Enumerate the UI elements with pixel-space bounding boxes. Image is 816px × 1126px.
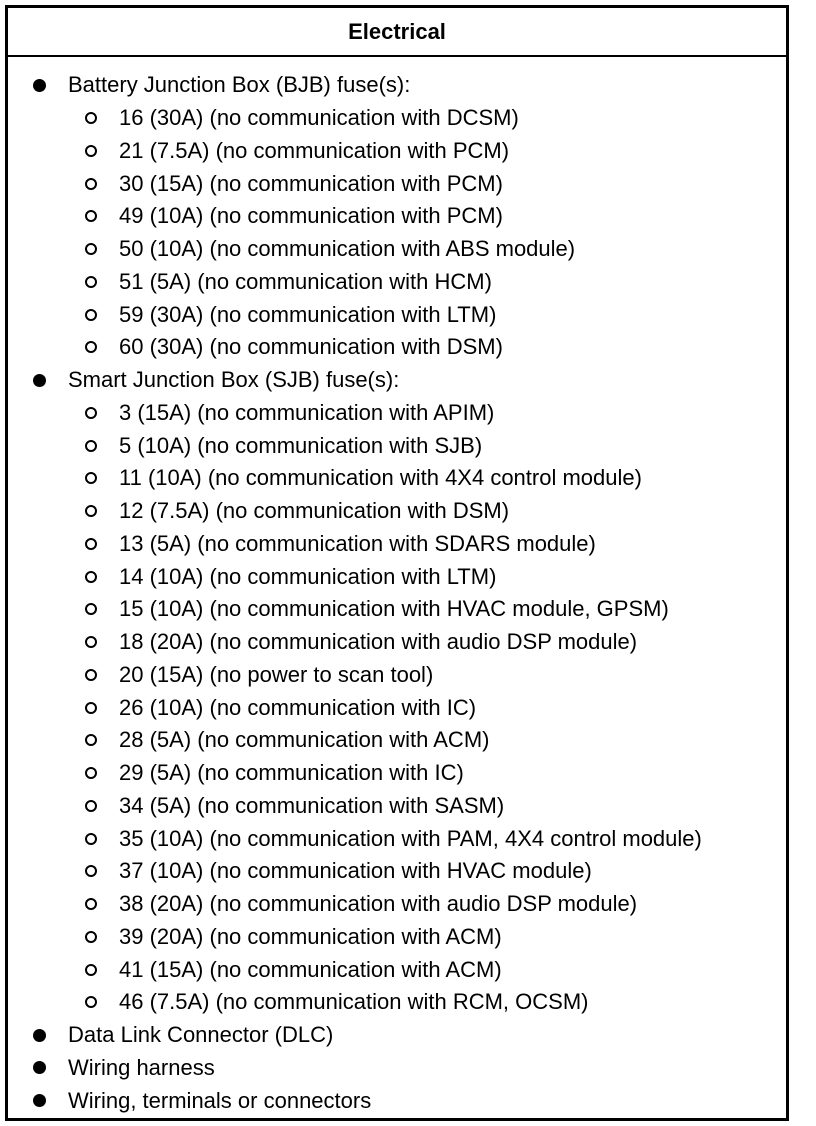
hollow-bullet-icon xyxy=(85,800,97,812)
sub-list-item xyxy=(8,560,786,593)
sub-list-item xyxy=(8,528,786,561)
sub-list-item xyxy=(8,790,786,823)
sub-list-item xyxy=(8,200,786,233)
list-item-text: 14 (10A) (no communication with LTM) xyxy=(119,563,497,589)
hollow-bullet-icon xyxy=(85,734,97,746)
hollow-bullet-icon xyxy=(85,833,97,845)
list-item-text: 37 (10A) (no communication with HVAC module) xyxy=(119,858,592,884)
list-item-text: 46 (7.5A) (no communication with RCM, OCSM) xyxy=(119,989,589,1015)
sub-list-item xyxy=(8,953,786,986)
sub-list-item xyxy=(8,822,786,855)
hollow-bullet-icon xyxy=(85,407,97,419)
list-item xyxy=(8,69,786,102)
list-item-text: 16 (30A) (no communication with DCSM) xyxy=(119,105,519,131)
sub-list-item xyxy=(8,331,786,364)
sub-list-item xyxy=(8,724,786,757)
sub-list-item xyxy=(8,495,786,528)
hollow-bullet-icon xyxy=(85,996,97,1008)
list-item-text: 21 (7.5A) (no communication with PCM) xyxy=(119,137,510,163)
hollow-bullet-icon xyxy=(85,243,97,255)
sub-list-item xyxy=(8,298,786,331)
hollow-bullet-icon xyxy=(85,276,97,288)
list-item xyxy=(8,1019,786,1052)
sub-list-item xyxy=(8,593,786,626)
sub-list-item xyxy=(8,659,786,692)
hollow-bullet-icon xyxy=(85,931,97,943)
hollow-bullet-icon xyxy=(85,898,97,910)
sub-list-item xyxy=(8,429,786,462)
filled-bullet-icon xyxy=(33,1061,46,1074)
filled-bullet-icon xyxy=(33,1029,46,1042)
list-item-text: 34 (5A) (no communication with SASM) xyxy=(119,792,505,818)
hollow-bullet-icon xyxy=(85,767,97,779)
list-item-text: 26 (10A) (no communication with IC) xyxy=(119,694,477,720)
sub-list-item xyxy=(8,691,786,724)
hollow-bullet-icon xyxy=(85,472,97,484)
hollow-bullet-icon xyxy=(85,669,97,681)
list-item-text: Wiring, terminals or connectors xyxy=(68,1087,372,1113)
hollow-bullet-icon xyxy=(85,210,97,222)
hollow-bullet-icon xyxy=(85,571,97,583)
hollow-bullet-icon xyxy=(85,440,97,452)
hollow-bullet-icon xyxy=(85,702,97,714)
panel-title: Electrical xyxy=(8,8,786,57)
list-item-text: 20 (15A) (no power to scan tool) xyxy=(119,661,434,687)
hollow-bullet-icon xyxy=(85,603,97,615)
list-item-text: 51 (5A) (no communication with HCM) xyxy=(119,268,492,294)
sub-list-item xyxy=(8,233,786,266)
hollow-bullet-icon xyxy=(85,538,97,550)
filled-bullet-icon xyxy=(33,1094,46,1107)
sub-list-item xyxy=(8,855,786,888)
hollow-bullet-icon xyxy=(85,145,97,157)
list-item xyxy=(8,1052,786,1085)
list-item-text: 35 (10A) (no communication with PAM, 4X4 control module) xyxy=(119,825,702,851)
hollow-bullet-icon xyxy=(85,309,97,321)
list-item-text: 59 (30A) (no communication with LTM) xyxy=(119,301,497,327)
sub-list-item xyxy=(8,266,786,299)
list-item xyxy=(8,1084,786,1117)
checklist xyxy=(8,57,786,1117)
hollow-bullet-icon xyxy=(85,636,97,648)
list-item-text: 15 (10A) (no communication with HVAC module, GPSM) xyxy=(119,596,669,622)
list-item-text: 50 (10A) (no communication with ABS module) xyxy=(119,236,576,262)
list-item-text: Smart Junction Box (SJB) fuse(s): xyxy=(68,367,400,393)
sub-list-item xyxy=(8,921,786,954)
list-item-text: 39 (20A) (no communication with ACM) xyxy=(119,923,502,949)
electrical-panel xyxy=(5,5,789,1121)
hollow-bullet-icon xyxy=(85,865,97,877)
sub-list-item xyxy=(8,757,786,790)
list-item-text: 13 (5A) (no communication with SDARS module) xyxy=(119,530,596,556)
list-item-text: 38 (20A) (no communication with audio DSP module) xyxy=(119,891,638,917)
sub-list-item xyxy=(8,986,786,1019)
list-item xyxy=(8,364,786,397)
hollow-bullet-icon xyxy=(85,341,97,353)
sub-list-item xyxy=(8,397,786,430)
hollow-bullet-icon xyxy=(85,505,97,517)
list-item-text: Battery Junction Box (BJB) fuse(s): xyxy=(68,72,411,98)
list-item-text: Data Link Connector (DLC) xyxy=(68,1022,334,1048)
list-item-text: 41 (15A) (no communication with ACM) xyxy=(119,956,502,982)
sub-list-item xyxy=(8,102,786,135)
hollow-bullet-icon xyxy=(85,964,97,976)
list-item-text: Wiring harness xyxy=(68,1054,215,1080)
sub-list-item xyxy=(8,462,786,495)
list-item-text: 18 (20A) (no communication with audio DSP module) xyxy=(119,629,638,655)
list-item-text: 3 (15A) (no communication with APIM) xyxy=(119,399,495,425)
sub-list-item xyxy=(8,167,786,200)
list-item-text: 12 (7.5A) (no communication with DSM) xyxy=(119,498,510,524)
list-item-text: 5 (10A) (no communication with SJB) xyxy=(119,432,483,458)
sub-list-item xyxy=(8,135,786,168)
list-item-text: 49 (10A) (no communication with PCM) xyxy=(119,203,503,229)
list-item-text: 60 (30A) (no communication with DSM) xyxy=(119,334,503,360)
list-item-text: 11 (10A) (no communication with 4X4 control module) xyxy=(119,465,642,491)
filled-bullet-icon xyxy=(33,79,46,92)
sub-list-item xyxy=(8,888,786,921)
hollow-bullet-icon xyxy=(85,112,97,124)
filled-bullet-icon xyxy=(33,374,46,387)
sub-list-item xyxy=(8,626,786,659)
list-item-text: 29 (5A) (no communication with IC) xyxy=(119,760,464,786)
list-item-text: 30 (15A) (no communication with PCM) xyxy=(119,170,503,196)
hollow-bullet-icon xyxy=(85,178,97,190)
list-item-text: 28 (5A) (no communication with ACM) xyxy=(119,727,490,753)
